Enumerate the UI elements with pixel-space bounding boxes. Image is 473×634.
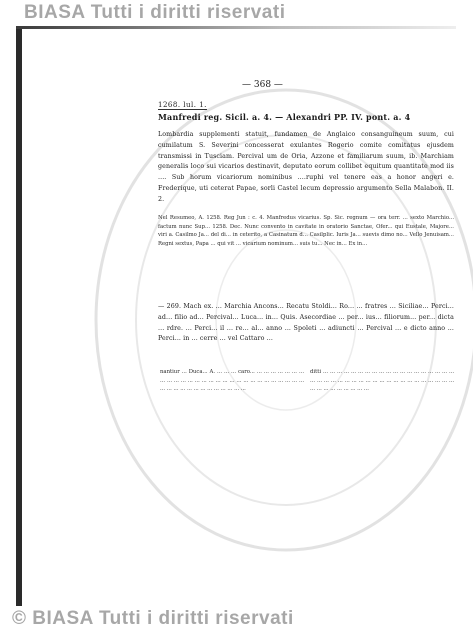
page-top-edge <box>16 26 456 29</box>
left-column-paragraph: nantiur ... Duca... A. ... ... ... caro... ... ... ... ... ... ... ... ... ... ... ... ... ... ... ... ... ... ... ... ... ... ... ... ... ... ... ... ... ... ... ... ... ... ... ... ... ... ... ... ... ... <box>160 369 304 393</box>
page-number: — 368 — <box>242 80 283 90</box>
right-column-text <box>310 368 454 394</box>
entry-heading: Manfredi reg. Sicil. a. 4. — Alexandri PP. IV. pont. a. 4 <box>158 112 411 122</box>
section-reference: 1268. lul. 1. <box>158 101 207 109</box>
watermark-top: BIASA Tutti i diritti riservati <box>24 2 286 23</box>
footnote: Nel Resumeo, A. 1258. Reg Jun : c. 4. Manfredus vicarius. Sp. Sic. regnum — ora terr. ... sexto Marchio... factum nunc Sup... 1258. Dec. Nunc convento in cavitate in oratorio Sanctae, Ofer... qui Eustale, Majore... viri a. Casilmo Ja... del di... in ceterito, a Casinatum d... Casilplic. Iuris Ja... suevis dimo no... Vello Jenuisam... Regni sextus, Papa ... qui vit ... vicarium nominum... suis tu... Nec in... Ex in... <box>158 215 454 247</box>
watermark-bottom: © BIASA Tutti i diritti riservati <box>12 608 294 629</box>
left-column-text <box>160 368 304 394</box>
main-paragraph: Lombardia supplementi statuit, fundamen de Anglaico consanguineum suum, cui cumilatum S. Severini concesserat exulantes Rogerio comite comitatus ejusdem transmissi in Tusciam. Percival um de Oria, Azzone et familiarum suum, ib. Marchiam generalis loco sui vicarios destinavit, deputato eorum collibet equitum quantitate mod iis .... Sub horum vicariorum nominibus ....ruphi vel tenere eas a honor angeri e. Frederique, uti ceterat Papae, sorli Castel lecum depressio argumento Sella Malabon. II. 2. <box>158 131 454 203</box>
right-column-paragraph: ditti ... ... ... ... ... ... ... ... ... ... ... ... ... ... ... ... ... ... ... ... ... ... ... ... ... ... ... ... ... ... ... ... ... ... ... ... ... ... ... ... ... ... ... ... ... ... ... ... ... <box>310 369 454 393</box>
second-entry: — 269. Mach ex. ... Marchia Ancons... Recatu Stoldi... Ro... ... fratres ... Siciliae... Perci... ad... filio ad... Percival... Luca... in... Quis. Asecordiae ... per... ius... filiorum... per... dicta ... rdre. ... Perci... il ... re... al... anno ... Spoleti ... adiuncti ... Percival ... e dicto anno ... Perci... in ... cerre ... vel Cattaro ... <box>158 303 454 343</box>
